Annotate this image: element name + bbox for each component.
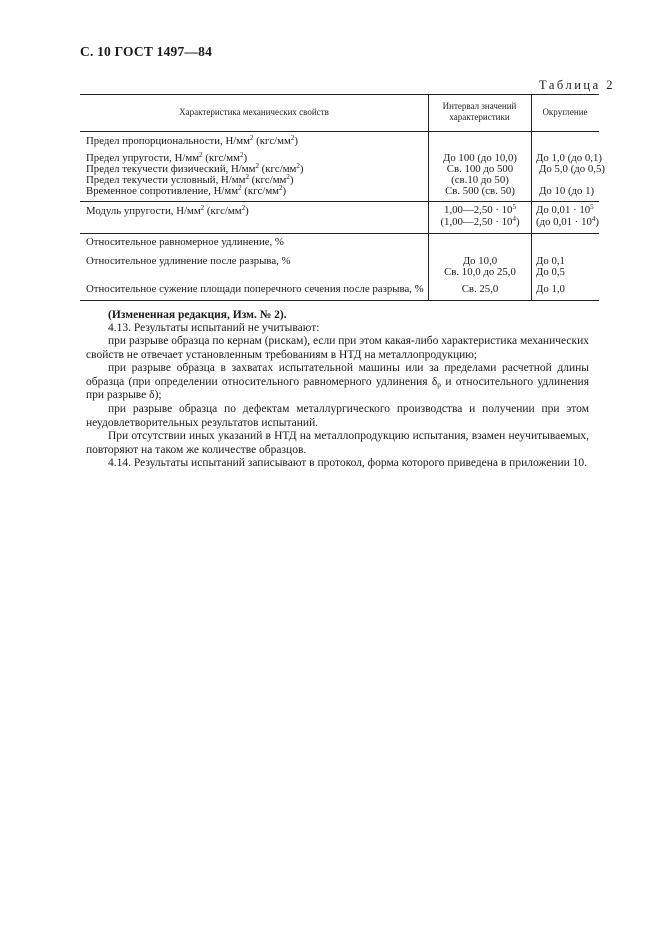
table-row-label: Относительное сужение площади поперечного сечения после разрыва, %: [86, 283, 424, 295]
table-col-divider: [531, 94, 532, 300]
table-row-label: Предел текучести физический, $Н/мм^2$ $(кгс/мм^2)$: [86, 162, 304, 175]
table-cell-rounding: До 1,0 (до 0,1): [536, 152, 602, 164]
column-header-property: Характеристика механических свойств: [179, 107, 329, 117]
clause-paragraph: при разрыве образца по кернам (рискам), если при этом какая-либо характеристика механических свойств не отвечает установленным требованиям в НТД на металлопродукцию;: [86, 335, 589, 361]
column-header-range: Интервал значений характеристики: [442, 101, 517, 122]
table-cell-range: (св.10 до 50): [451, 174, 509, 186]
table-col-divider: [428, 94, 429, 300]
clause-paragraph: при разрыве образца по дефектам металлургического производства и получении при этом неудовлетворительных результатов испытаний.: [86, 403, 589, 429]
clause-paragraph: при разрыве образца в захватах испытательной машины или за пределами расчетной длины образца (при определении относительного равномерного удлинения $\delta_р$ и относительного удлинения при разрыве δ);: [86, 362, 589, 402]
table-top-rule: [80, 94, 599, 95]
table-row-rule: [80, 201, 599, 202]
table-cell-rounding: До 0,1: [536, 255, 565, 267]
table-row-label: Предел упругости, $Н/мм^2$ $(кгс/мм^2)$: [86, 151, 248, 164]
table-cell-rounding: До 5,0 (до 0,5): [539, 163, 605, 175]
table-header-rule: [80, 131, 599, 132]
table-row-label: Относительное равномерное удлинение, %: [86, 236, 284, 248]
table-cell-range: Св. 10,0 до 25,0: [444, 266, 516, 278]
table-row-label: Временное сопротивление, $Н/мм^2$ $(кгс/мм^2)$: [86, 184, 287, 197]
table-row-label: Относительное удлинение после разрыва, %: [86, 255, 291, 267]
table-cell-rounding: До $0,01 \cdot 10^5$: [536, 203, 594, 216]
table-row-rule: [80, 233, 599, 234]
table-row-label: Предел текучести условный, $Н/мм^2$ $(кгс/мм^2)$: [86, 173, 294, 186]
table-cell-rounding: До 0,5: [536, 266, 565, 278]
clause-paragraph: При отсутствии иных указаний в НТД на металлопродукцию испытания, взамен неучитываемых, повторяют на таком же количестве образцов.: [86, 430, 589, 456]
page-header: С. 10 ГОСТ 1497—84: [80, 44, 213, 59]
table-cell-rounding: До 10 (до 1): [539, 185, 595, 197]
column-header-rounding: Округление: [542, 107, 588, 117]
table-cell-range: Св. 100 до 500: [446, 163, 514, 175]
clause-4-13: 4.13. Результаты испытаний не учитывают:: [108, 322, 320, 334]
table-cell-rounding: (до $0,01 \cdot 10^4$): [536, 215, 599, 228]
table-cell-range: Св. 25,0: [461, 283, 499, 295]
table-cell-range: 1,00—2,50 · $10^5$: [444, 203, 516, 216]
table-row-label: Предел пропорциональности, $Н/мм^2$ $(кгс/мм^2)$: [86, 134, 298, 147]
table-cell-range: До 100 (до 10,0): [442, 152, 518, 164]
table-cell-range: Св. 500 (св. 50): [445, 185, 515, 197]
table-row-label: Модуль упругости, $Н/мм^2$ $(кгс/мм^2)$: [86, 204, 249, 217]
table-bottom-rule: [80, 300, 599, 301]
table-cell-range: До 10,0: [462, 255, 498, 267]
table-cell-rounding: До 1,0: [536, 283, 565, 295]
table-caption: Таблица 2: [539, 78, 615, 92]
table-cell-range: (1,00—2,50 · $10^4$): [440, 215, 520, 228]
clause-4-14: 4.14. Результаты испытаний записывают в протокол, форма которого приведена в приложении 10.: [108, 457, 588, 469]
amendment-note: (Измененная редакция, Изм. № 2).: [108, 309, 287, 321]
